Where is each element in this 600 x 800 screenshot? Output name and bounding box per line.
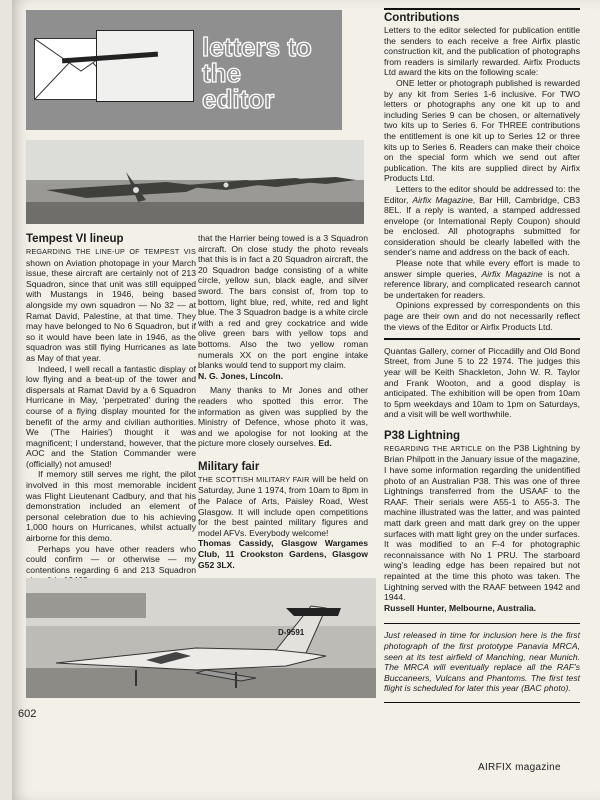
header-graphic bbox=[26, 10, 342, 130]
p38-letter bbox=[384, 443, 580, 614]
header-title bbox=[202, 34, 342, 112]
p38-text: on the P38 Lightning by Brian Philpott in the January issue of the magazine, I have some information regarding the unidentified photo of an Australian P38. This was one of three Lightnings transferred from the USAAF to the RAAF. Their serials were A55-1 to A55-3. The machine illustrated was the latter, and was painted matt dark green and matt dark grey on the upper surfaces with matt light grey on the under surfaces. It was modified to an F-4 for photographic reconnaissance with No 1 PRU. The starboard wing's leading edge has been repaired but not repainted at the time this photo was taken. The Lightning served with the RAAF between 1942 and 1944. bbox=[384, 442, 580, 603]
tempest-lead: REGARDING THE LINE-UP OF TEMPEST VIS bbox=[26, 247, 196, 256]
contributions-box bbox=[384, 25, 580, 332]
contributions-heading: Contributions bbox=[384, 12, 460, 24]
page-number: 602 bbox=[18, 708, 37, 720]
caption-bottom-rule bbox=[384, 702, 580, 703]
wrong-squadron-letter bbox=[198, 233, 368, 449]
contributions-paragraph-2: ONE letter or photograph published is rewarded by any kit from Series 1-6 inclusive. For TWO letters or photographs any one kit up to and including Series 9 can be chosen, or alternatively two kits up to Series 6. For THREE contributions the entitlement is one kit up to Series 12 or three kits up to Series 6. Readers can make their choice on the special form which we send out after publication. The kits are supplied direct by Airfix Products Ltd. bbox=[384, 77, 580, 184]
photo-caption: Just released in time for inclusion here is the first photograph of the first prototype Panavia MRCA, seen at its test airfield of Manching, near Munich. The MRCA will eventually replace all the RAF's Buccaneers, Vulcans and Phantoms. The first test flight is scheduled for later this year (BAC photo). bbox=[384, 630, 580, 694]
p38-lead: REGARDING THE ARTICLE bbox=[384, 443, 482, 453]
editor-reply bbox=[198, 385, 368, 449]
tempest-heading: Tempest VI lineup bbox=[26, 233, 124, 245]
contributions-paragraph-3 bbox=[384, 184, 580, 258]
contributions-note-b: is not a reference library, and complicated research cannot be undertaken for readers. bbox=[384, 268, 580, 300]
editor-reply-text: Many thanks to Mr Jones and other readers who spotted this error. The information as given was supplied by the Ministry of Defence, whose photo it was, and we apologise for not looking at the picture more closely ourselves. bbox=[198, 385, 368, 449]
contributions-address-a: Letters to the editor should be addressed to: the Editor, bbox=[384, 183, 580, 205]
tempest-paragraph-3: If memory still serves me right, the pilot involved in this most memorable incident was Flight Lieutenant Cadbury, and that his demonstration included an element of personal celebration due to his achieving 1,000 hours on Hurricanes, whilst actually airborne for this demo. bbox=[26, 469, 196, 544]
footer-magazine-name: AIRFIX magazine bbox=[478, 762, 561, 773]
wrong-squadron-continued: that the Harrier being towed is a 3 Squadron aircraft. On close study the photo reveals that this is in fact a 20 Squadron aircraft, the 20 Squadron badge consisting of a white circle, yellow sun, black eagle, and silver sword. The bars consist of, from top to bottom, light blue, red, white, red and light blue. The 3 Squadron badge is a white circle with a red and grey cockatrice and wide olive green bars with yellow tops and bottoms. Also the two yellow roman numerals XX on the port engine intake blanks would tend to support my claim. bbox=[198, 233, 368, 371]
editor-reply-signature: Ed. bbox=[318, 438, 332, 449]
tempest-letter bbox=[26, 246, 196, 607]
aviation-art-continued: Quantas Gallery, corner of Piccadilly and Old Bond Street, from June 5 to 22 1974. The judges this year will be Keith Shackleton, John W. R. Taylor and Frank Wooton, and a good display is anticipated. The exhibition will be open from 10am to 5pm weekdays and 10am to 1pm on Saturdays, and a visit will be well worthwhile. bbox=[384, 345, 580, 420]
military-fair-lead: THE SCOTTISH MILITARY FAIR bbox=[198, 474, 310, 484]
tempest-paragraph-1: shown on Aviation photopage in your March issue, these aircraft are certainly not of 213 Squadron, since that unit was still equipped with Mustangs in 1946, being based alongside my own squadron — No 32 — at Ramat David, Palestine, at that time. They may have belonged to No 6 Squadron, but if so it would have been late in 1946, as the squadron was still flying Hurricanes as late as May of that year. bbox=[26, 257, 196, 363]
p38-heading: P38 Lightning bbox=[384, 429, 461, 442]
contributions-address-b: , Bar Hill, Cambridge, CB3 8EL. If a reply is wanted, a stamped addressed envelope (or International Reply Coupon) should be enclosed. All photographs submitted for consideration should be clearly labelled with the sender's name and address on the back of each. bbox=[384, 194, 580, 258]
contributions-bottom-rule bbox=[384, 338, 580, 340]
military-fair-signature: Thomas Cassidy, Glasgow Wargames Club, 11 Crookston Gardens, Glasgow G52 3LX. bbox=[198, 538, 368, 570]
photo-tempest-lineup bbox=[26, 140, 364, 224]
wrong-squadron-signature: N. G. Jones, Lincoln. bbox=[198, 370, 283, 381]
contributions-paragraph-4 bbox=[384, 258, 580, 300]
column-2 bbox=[198, 233, 368, 617]
military-fair-heading: Military fair bbox=[198, 460, 260, 473]
tempest-paragraph-4: Perhaps you have other readers who could confirm — or otherwise — my contentions regarding 6 and 213 Squadron bbox=[26, 543, 196, 575]
jet-serial: D-9591 bbox=[278, 628, 305, 637]
contributions-paragraph-1: Letters to the editor selected for publication entitle the senders to each receive a free Airfix plastic construction kit, and the publication of photographs from readers is similarly rewarded. Airfix Products Ltd award the kits on the following scale: bbox=[384, 25, 580, 78]
writing-box-graphic bbox=[96, 30, 194, 102]
military-fair-letter bbox=[198, 474, 368, 570]
military-fair-text: will be held on Saturday, June 1 1974, from 10am to 8pm in the Palace of Arts, Paisley Road, West Glasgow. It will include open competitions for the best painted military figures and model AFVs. Everybody welcome! bbox=[198, 473, 369, 538]
p38-signature: Russell Hunter, Melbourne, Australia. bbox=[384, 602, 537, 613]
magazine-page bbox=[12, 0, 600, 800]
contributions-note-a: Please note that while every effort is made to answer simple queries, bbox=[384, 258, 580, 279]
tempest-paragraph-2: Indeed, I well recall a fantastic display of low flying and a beat-up of the tower and dispersals at Ramat David by a 6 Squadron Hurricane in May, 'perpetrated' during the course of a flying display mounted for the benefit of the army and civilian authorities. We ('The Hairies') thought it was magnificent; I understand, however, that the AOC and the Station Commander were (officially) not amused! bbox=[26, 363, 196, 469]
caption-top-rule bbox=[384, 623, 580, 624]
column-3 bbox=[384, 12, 580, 703]
contributions-note-magazine: Airfix Magazine bbox=[481, 268, 543, 279]
contributions-address-magazine: Airfix Magazine bbox=[412, 194, 473, 205]
header-title-line-3: editor bbox=[202, 84, 275, 114]
contributions-top-rule bbox=[384, 8, 580, 10]
contributions-paragraph-5: Opinions expressed by correspondents on this page are their own and do not necessarily reflect the views of the Editor or Airfix Products Ltd. bbox=[384, 300, 580, 332]
header-title-line-1: letters to bbox=[202, 32, 312, 62]
header-title-line-2: the bbox=[202, 58, 241, 88]
photo-panavia-mrca bbox=[26, 578, 376, 698]
